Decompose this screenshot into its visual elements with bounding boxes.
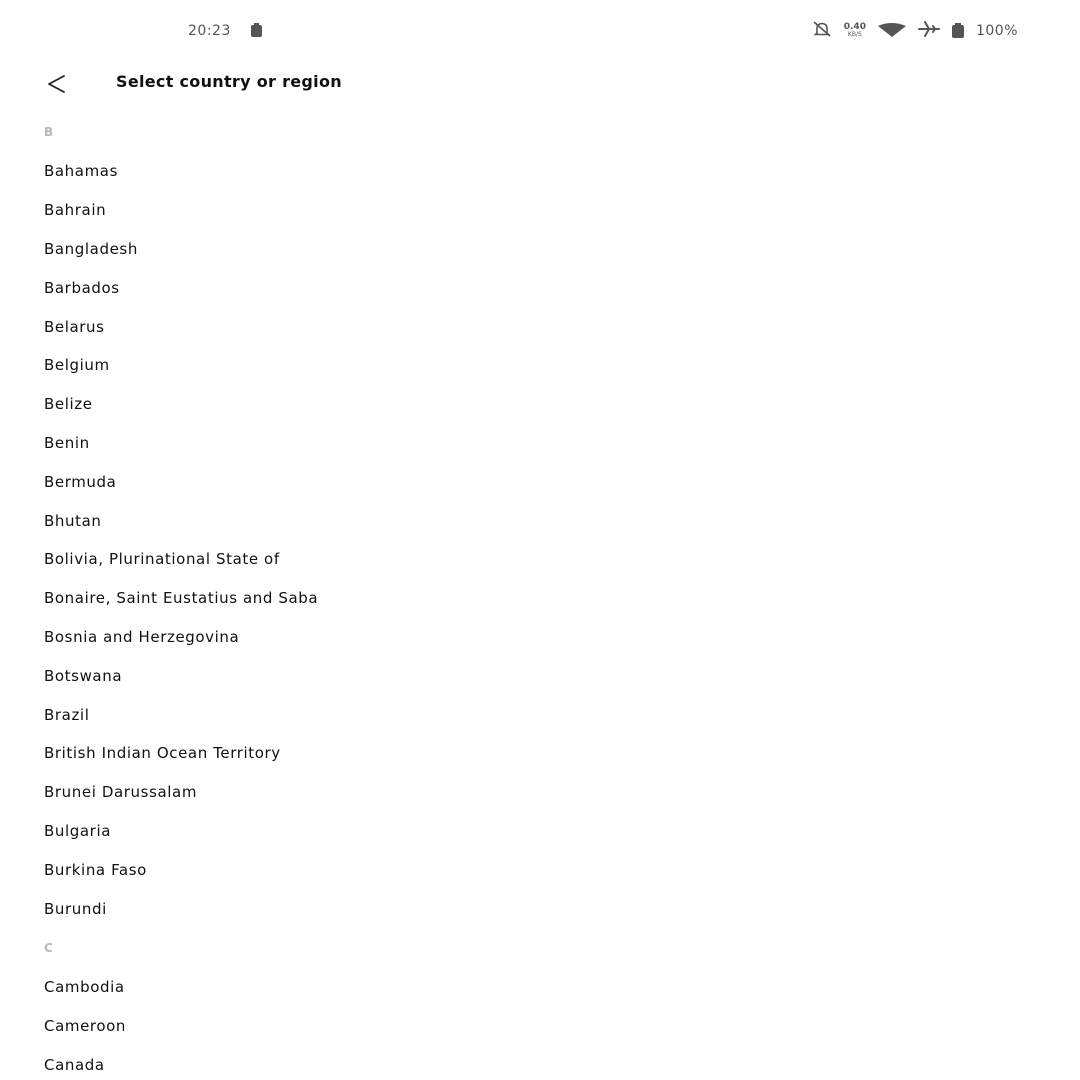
country-item[interactable]: Bahamas — [44, 162, 118, 181]
country-item[interactable]: Canada — [44, 1055, 105, 1074]
net-speed-value: 0.40 — [843, 22, 866, 32]
section-header-b: B — [44, 125, 54, 139]
country-item[interactable]: Brunei Darussalam — [44, 783, 198, 802]
country-item[interactable]: Bolivia, Plurinational State of — [44, 550, 280, 569]
airplane-mode-icon — [918, 21, 940, 41]
country-item[interactable]: Bermuda — [44, 472, 117, 491]
status-bar — [0, 0, 1080, 60]
country-item[interactable]: Belgium — [44, 356, 110, 375]
country-item[interactable]: Bosnia and Herzegovina — [44, 627, 240, 646]
country-item[interactable]: Cambodia — [44, 978, 125, 997]
country-item[interactable]: Belarus — [44, 317, 105, 336]
status-time: 20:23 — [188, 23, 231, 39]
network-speed — [844, 24, 866, 38]
country-item[interactable]: Barbados — [44, 278, 120, 297]
country-item[interactable]: Brazil — [44, 705, 90, 724]
page-title: Select country or region — [116, 72, 342, 91]
status-left — [188, 20, 262, 42]
country-item[interactable]: Bangladesh — [44, 239, 138, 258]
country-item[interactable]: Burundi — [44, 899, 107, 918]
country-item[interactable]: British Indian Ocean Territory — [44, 744, 281, 763]
net-speed-unit: KB/S — [847, 31, 862, 38]
country-item[interactable]: Bhutan — [44, 511, 102, 530]
country-item[interactable]: Belize — [44, 395, 93, 414]
country-item[interactable]: Botswana — [44, 666, 123, 685]
country-item[interactable]: Benin — [44, 433, 90, 452]
country-list[interactable] — [0, 112, 1080, 1080]
status-right — [812, 19, 1018, 43]
country-item[interactable]: Cameroon — [44, 1017, 127, 1036]
top-app-bar — [0, 60, 1080, 106]
country-item[interactable]: Bulgaria — [44, 821, 112, 840]
wifi-icon — [878, 22, 906, 41]
section-header-c: C — [44, 940, 53, 955]
battery-small-icon — [251, 25, 262, 37]
country-item[interactable]: Bonaire, Saint Eustatius and Saba — [44, 589, 319, 608]
country-item[interactable]: Bahrain — [44, 201, 107, 220]
back-button[interactable] — [40, 68, 72, 100]
battery-percent: 100% — [975, 23, 1018, 39]
battery-icon — [952, 25, 964, 38]
country-item[interactable]: Burkina Faso — [44, 860, 147, 879]
notifications-off-icon — [812, 20, 832, 42]
back-arrow-icon — [45, 73, 67, 95]
